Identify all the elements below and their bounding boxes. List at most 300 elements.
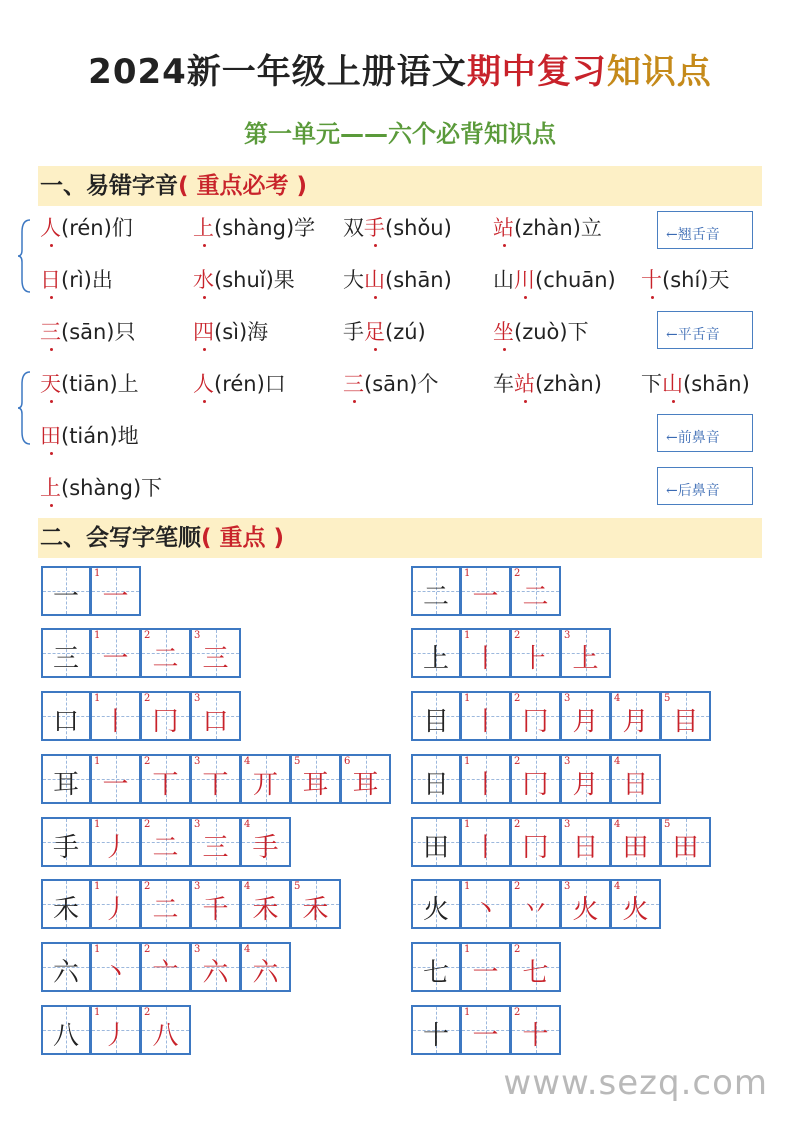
grid-cell-char <box>41 817 91 867</box>
pronunciation-item <box>40 264 113 294</box>
stroke-step: 丿 <box>102 895 129 925</box>
grid-cell-step <box>141 1005 191 1055</box>
grid-cell-step <box>511 817 561 867</box>
stroke-order-row <box>411 1005 561 1055</box>
practice-char: 火 <box>422 895 449 925</box>
item-suffix: 天 <box>708 268 730 292</box>
grid-cell-step <box>611 879 661 929</box>
watermark-url: www.sezq.com <box>503 1063 768 1103</box>
grid-cell-step <box>461 942 511 992</box>
item-target-char: 田 <box>40 424 61 448</box>
step-number: 2 <box>514 881 521 892</box>
pronunciation-item <box>40 368 139 398</box>
stroke-order-row <box>411 566 561 616</box>
pronunciation-item <box>343 368 439 398</box>
stroke-step: 一 <box>472 1021 499 1051</box>
stroke-step: 一 <box>472 582 499 612</box>
grid-cell-char <box>411 879 461 929</box>
stroke-order-row <box>41 879 341 929</box>
grid-cell-char <box>411 628 461 678</box>
step-number: 5 <box>294 756 301 767</box>
pronunciation-item <box>493 368 602 398</box>
item-suffix: 立 <box>580 216 602 240</box>
stroke-step: 耳 <box>302 770 329 800</box>
stroke-step: 丿 <box>102 833 129 863</box>
grid-cell-step <box>561 879 611 929</box>
stroke-step: 上 <box>572 644 599 674</box>
step-number: 2 <box>514 756 521 767</box>
grid-cell-step <box>141 754 191 804</box>
grid-cell-step <box>561 691 611 741</box>
item-suffix: 海 <box>247 320 269 344</box>
item-target-char: 足 <box>364 320 385 344</box>
step-number: 2 <box>144 1007 151 1018</box>
grid-cell-step <box>561 817 611 867</box>
stroke-step: 田 <box>622 833 649 863</box>
stroke-step: 七 <box>522 958 549 988</box>
step-number: 4 <box>614 881 621 892</box>
item-suffix: 出 <box>91 268 113 292</box>
step-number: 2 <box>144 819 151 830</box>
pronunciation-item <box>493 264 616 294</box>
pronunciation-item <box>193 212 315 242</box>
item-pinyin: (shuǐ) <box>214 268 274 292</box>
grid-cell-step <box>191 628 241 678</box>
stroke-step: 亠 <box>152 958 179 988</box>
practice-char: 手 <box>52 833 79 863</box>
stroke-order-row <box>41 1005 191 1055</box>
grid-cell-step <box>141 942 191 992</box>
pronunciation-item <box>40 420 139 450</box>
stroke-step: 口 <box>202 707 229 737</box>
item-suffix: 下 <box>567 320 589 344</box>
item-suffix: 口 <box>264 372 286 396</box>
step-number: 2 <box>144 944 151 955</box>
practice-char: 目 <box>422 707 449 737</box>
stroke-step: 耳 <box>352 770 379 800</box>
item-target-char: 上 <box>193 216 214 240</box>
item-target-char: 十 <box>641 268 662 292</box>
grid-cell-step <box>611 691 661 741</box>
grid-cell-step <box>611 817 661 867</box>
grid-cell-step <box>91 566 141 616</box>
pronunciation-item <box>193 316 268 346</box>
item-suffix: 上 <box>117 372 139 396</box>
stroke-order-row <box>411 628 611 678</box>
grid-cell-step <box>461 691 511 741</box>
item-pinyin: (rén) <box>61 216 112 240</box>
brace-icon <box>18 218 32 294</box>
grid-cell-step <box>91 942 141 992</box>
item-suffix: 地 <box>117 424 139 448</box>
section1-label: 一、易错字音 <box>40 173 178 199</box>
item-target-char: 上 <box>40 476 61 500</box>
grid-cell-step <box>91 879 141 929</box>
stroke-order-row <box>411 754 661 804</box>
step-number: 1 <box>94 1007 101 1018</box>
step-number: 3 <box>564 630 571 641</box>
stroke-order-row <box>411 817 711 867</box>
stroke-step: 二 <box>152 833 179 863</box>
grid-cell-step <box>291 879 341 929</box>
pronunciation-item <box>493 212 602 242</box>
grid-cell-step <box>461 817 511 867</box>
title-part1: 2024新一年级上册语文 <box>88 52 467 92</box>
step-number: 3 <box>564 881 571 892</box>
item-target-char: 坐 <box>493 320 514 344</box>
stroke-step: 丶 <box>472 895 499 925</box>
grid-cell-step <box>661 817 711 867</box>
pronunciation-item <box>641 368 750 398</box>
stroke-step: 三 <box>202 833 229 863</box>
title-part2: 期中复习 <box>466 52 607 92</box>
stroke-step: 六 <box>252 958 279 988</box>
item-prefix: 下 <box>641 372 662 396</box>
grid-cell-step <box>511 879 561 929</box>
pronunciation-item <box>343 264 452 294</box>
practice-char: 口 <box>52 707 79 737</box>
item-suffix: 下 <box>141 476 163 500</box>
item-target-char: 三 <box>343 372 364 396</box>
stroke-step: 一 <box>102 582 129 612</box>
brace-icon <box>18 370 32 446</box>
stroke-step: 冂 <box>522 770 549 800</box>
item-pinyin: (shǒu) <box>385 216 452 240</box>
step-number: 2 <box>514 630 521 641</box>
stroke-order-row <box>41 691 241 741</box>
step-number: 3 <box>194 693 201 704</box>
step-number: 2 <box>514 819 521 830</box>
grid-cell-step <box>661 691 711 741</box>
stroke-step: 月 <box>622 707 649 737</box>
grid-cell-char <box>411 566 461 616</box>
stroke-step: 丷 <box>522 895 549 925</box>
grid-cell-step <box>561 628 611 678</box>
stroke-step: 火 <box>572 895 599 925</box>
item-pinyin: (shí) <box>662 268 709 292</box>
step-number: 2 <box>514 944 521 955</box>
item-pinyin: (shān) <box>683 372 750 396</box>
step-number: 4 <box>614 693 621 704</box>
grid-cell-char <box>411 942 461 992</box>
stroke-step: ⺊ <box>522 644 549 674</box>
grid-cell-char <box>411 754 461 804</box>
stroke-step: 丌 <box>252 770 279 800</box>
stroke-step: 日 <box>622 770 649 800</box>
stroke-step: 丿 <box>102 1021 129 1051</box>
practice-char: 三 <box>52 644 79 674</box>
section2-label: 二、会写字笔顺 <box>40 525 201 551</box>
stroke-step: 千 <box>202 895 229 925</box>
grid-cell-step <box>91 691 141 741</box>
step-number: 5 <box>664 693 671 704</box>
item-target-char: 川 <box>514 268 535 292</box>
pronunciation-item <box>343 316 426 346</box>
step-number: 4 <box>614 756 621 767</box>
step-number: 1 <box>94 693 101 704</box>
stroke-order-row <box>411 691 711 741</box>
step-number: 2 <box>144 881 151 892</box>
stroke-order-row <box>41 628 241 678</box>
practice-char: 八 <box>52 1021 79 1051</box>
stroke-step: 三 <box>202 644 229 674</box>
stroke-step: 手 <box>252 833 279 863</box>
stroke-order-row <box>411 942 561 992</box>
grid-cell-step <box>141 817 191 867</box>
item-target-char: 手 <box>364 216 385 240</box>
stroke-order-row <box>41 754 391 804</box>
step-number: 4 <box>244 944 251 955</box>
page-title <box>0 44 800 93</box>
step-number: 2 <box>514 1007 521 1018</box>
step-number: 1 <box>94 881 101 892</box>
stroke-step: 丨 <box>472 707 499 737</box>
item-pinyin: (zhàn) <box>535 372 602 396</box>
grid-cell-char <box>411 1005 461 1055</box>
item-pinyin: (shàng) <box>214 216 295 240</box>
grid-cell-step <box>511 942 561 992</box>
tag-front-nasal: ←前鼻音 <box>657 414 753 452</box>
item-target-char: 人 <box>193 372 214 396</box>
item-suffix: 个 <box>417 372 439 396</box>
step-number: 2 <box>144 693 151 704</box>
item-pinyin: (chuān) <box>535 268 616 292</box>
step-number: 5 <box>664 819 671 830</box>
grid-cell-step <box>191 942 241 992</box>
practice-char: 田 <box>422 833 449 863</box>
item-target-char: 水 <box>193 268 214 292</box>
grid-cell-step <box>461 1005 511 1055</box>
item-suffix: 只 <box>114 320 136 344</box>
item-pinyin: (shān) <box>385 268 452 292</box>
step-number: 2 <box>144 756 151 767</box>
step-number: 1 <box>464 693 471 704</box>
grid-cell-step <box>461 879 511 929</box>
stroke-step: 十 <box>522 1021 549 1051</box>
item-target-char: 站 <box>493 216 514 240</box>
grid-cell-step <box>461 754 511 804</box>
grid-cell-char <box>41 754 91 804</box>
grid-cell-step <box>241 879 291 929</box>
step-number: 3 <box>564 819 571 830</box>
stroke-step: 禾 <box>252 895 279 925</box>
step-number: 1 <box>94 944 101 955</box>
pronunciation-item <box>40 316 136 346</box>
step-number: 3 <box>564 756 571 767</box>
tag-back-nasal: ←后鼻音 <box>657 467 753 505</box>
grid-cell-step <box>191 691 241 741</box>
grid-cell-char <box>41 691 91 741</box>
grid-cell-step <box>141 879 191 929</box>
title-part3: 知识点 <box>606 52 712 92</box>
stroke-step: 丨 <box>472 833 499 863</box>
stroke-step: 禾 <box>302 895 329 925</box>
step-number: 1 <box>464 630 471 641</box>
pronunciation-item <box>343 212 452 242</box>
item-prefix: 双 <box>343 216 364 240</box>
pronunciation-item <box>193 368 286 398</box>
grid-cell-char <box>41 566 91 616</box>
practice-char: 日 <box>422 770 449 800</box>
item-prefix: 山 <box>493 268 514 292</box>
step-number: 3 <box>194 881 201 892</box>
step-number: 3 <box>194 944 201 955</box>
stroke-step: 田 <box>672 833 699 863</box>
step-number: 2 <box>144 630 151 641</box>
stroke-step: 冂 <box>522 707 549 737</box>
step-number: 1 <box>464 944 471 955</box>
grid-cell-step <box>91 817 141 867</box>
item-pinyin: (tiān) <box>61 372 118 396</box>
grid-cell-step <box>91 628 141 678</box>
stroke-step: 丶 <box>102 958 129 988</box>
practice-char: 二 <box>422 582 449 612</box>
stroke-order-row <box>41 942 291 992</box>
step-number: 2 <box>514 568 521 579</box>
grid-cell-step <box>191 879 241 929</box>
stroke-step: 目 <box>672 707 699 737</box>
grid-cell-char <box>41 1005 91 1055</box>
grid-cell-step <box>241 942 291 992</box>
grid-cell-step <box>511 566 561 616</box>
grid-cell-step <box>341 754 391 804</box>
item-pinyin: (zú) <box>385 320 426 344</box>
item-target-char: 日 <box>40 268 61 292</box>
stroke-step: 冂 <box>522 833 549 863</box>
step-number: 4 <box>244 819 251 830</box>
stroke-step: 二 <box>152 644 179 674</box>
stroke-step: 丅 <box>202 770 229 800</box>
step-number: 1 <box>94 630 101 641</box>
stroke-step: 月 <box>572 770 599 800</box>
step-number: 3 <box>194 630 201 641</box>
item-pinyin: (rén) <box>214 372 265 396</box>
item-prefix: 车 <box>493 372 514 396</box>
practice-char: 一 <box>52 582 79 612</box>
item-target-char: 四 <box>193 320 214 344</box>
step-number: 1 <box>464 881 471 892</box>
stroke-step: 日 <box>572 833 599 863</box>
step-number: 4 <box>244 881 251 892</box>
item-pinyin: (tián) <box>61 424 118 448</box>
practice-char: 六 <box>52 958 79 988</box>
step-number: 1 <box>464 1007 471 1018</box>
item-suffix: 果 <box>273 268 295 292</box>
step-number: 6 <box>344 756 351 767</box>
subtitle: 第一单元——六个必背知识点 <box>244 120 556 148</box>
step-number: 1 <box>464 756 471 767</box>
item-pinyin: (sān) <box>364 372 418 396</box>
step-number: 1 <box>94 756 101 767</box>
stroke-order-row <box>411 879 661 929</box>
stroke-step: 一 <box>102 644 129 674</box>
stroke-step: 六 <box>202 958 229 988</box>
stroke-step: 月 <box>572 707 599 737</box>
practice-char: 禾 <box>52 895 79 925</box>
stroke-step: 丨 <box>102 707 129 737</box>
item-pinyin: (sān) <box>61 320 115 344</box>
item-target-char: 人 <box>40 216 61 240</box>
grid-cell-char <box>411 691 461 741</box>
item-prefix: 大 <box>343 268 364 292</box>
tag-retroflex: ←翘舌音 <box>657 211 753 249</box>
item-target-char: 山 <box>364 268 385 292</box>
tag-flat-tongue: ←平舌音 <box>657 311 753 349</box>
pronunciation-item <box>40 472 162 502</box>
step-number: 3 <box>194 756 201 767</box>
section2-highlight: ( 重点 ) <box>201 525 285 551</box>
pronunciation-item <box>641 264 729 294</box>
practice-char: 十 <box>422 1021 449 1051</box>
grid-cell-step <box>191 754 241 804</box>
practice-char: 上 <box>422 644 449 674</box>
stroke-step: 一 <box>102 770 129 800</box>
item-target-char: 三 <box>40 320 61 344</box>
stroke-step: 一 <box>472 958 499 988</box>
item-target-char: 山 <box>662 372 683 396</box>
grid-cell-step <box>291 754 341 804</box>
grid-cell-char <box>41 628 91 678</box>
stroke-step: 丅 <box>152 770 179 800</box>
grid-cell-step <box>461 628 511 678</box>
grid-cell-step <box>241 754 291 804</box>
section1-highlight: ( 重点必考 ) <box>178 173 308 199</box>
step-number: 1 <box>464 568 471 579</box>
step-number: 4 <box>614 819 621 830</box>
item-suffix: 们 <box>111 216 133 240</box>
stroke-step: 二 <box>522 582 549 612</box>
stroke-step: 二 <box>152 895 179 925</box>
practice-char: 耳 <box>52 770 79 800</box>
grid-cell-step <box>511 754 561 804</box>
grid-cell-step <box>611 754 661 804</box>
item-pinyin: (zhàn) <box>514 216 581 240</box>
grid-cell-char <box>411 817 461 867</box>
grid-cell-step <box>141 691 191 741</box>
item-pinyin: (sì) <box>214 320 248 344</box>
grid-cell-step <box>511 691 561 741</box>
stroke-step: 丨 <box>472 770 499 800</box>
stroke-step: 冂 <box>152 707 179 737</box>
grid-cell-char <box>41 942 91 992</box>
grid-cell-char <box>41 879 91 929</box>
stroke-step: 丨 <box>472 644 499 674</box>
item-pinyin: (zuò) <box>514 320 568 344</box>
stroke-step: 火 <box>622 895 649 925</box>
grid-cell-step <box>141 628 191 678</box>
item-suffix: 学 <box>294 216 316 240</box>
grid-cell-step <box>91 1005 141 1055</box>
pronunciation-item <box>193 264 295 294</box>
item-pinyin: (shàng) <box>61 476 142 500</box>
grid-cell-step <box>461 566 511 616</box>
grid-cell-step <box>191 817 241 867</box>
step-number: 2 <box>514 693 521 704</box>
step-number: 1 <box>94 819 101 830</box>
stroke-order-row <box>41 817 291 867</box>
grid-cell-step <box>511 1005 561 1055</box>
item-target-char: 站 <box>514 372 535 396</box>
stroke-order-row <box>41 566 141 616</box>
practice-char: 七 <box>422 958 449 988</box>
grid-cell-step <box>511 628 561 678</box>
item-prefix: 手 <box>343 320 364 344</box>
grid-cell-step <box>561 754 611 804</box>
section1-header <box>38 166 762 206</box>
step-number: 4 <box>244 756 251 767</box>
item-target-char: 天 <box>40 372 61 396</box>
pronunciation-item <box>493 316 589 346</box>
